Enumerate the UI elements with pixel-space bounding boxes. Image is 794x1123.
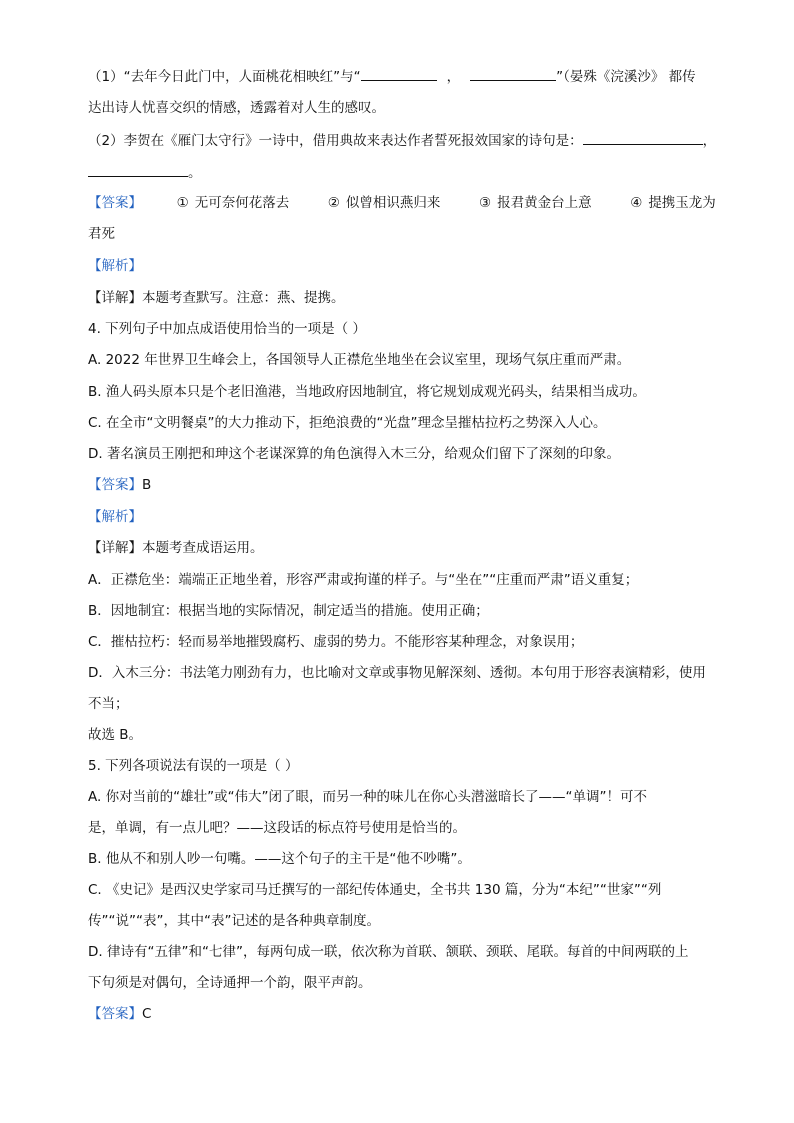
q4-stem: 4. 下列句子中加点成语使用恰当的一项是（ ） bbox=[88, 321, 366, 337]
detail-text: 本题考查成语运用。 bbox=[142, 540, 264, 556]
q5-line: D. 律诗有“五律”和“七律”，每两句成一联，依次称为首联、颔联、颈联、尾联。每首的中间两联的上 bbox=[88, 944, 689, 960]
q3-part1-sep: ， bbox=[446, 69, 461, 85]
q4-explanation-a: A．正襟危坐：端端正正地坐着，形容严肃或拘谨的样子。与“坐在”“庄重而严肃”语义重复； bbox=[88, 572, 639, 588]
answer-text: 似曾相识燕归来 bbox=[345, 195, 441, 211]
q4-conclusion: 故选 B。 bbox=[88, 727, 143, 743]
answer-item bbox=[479, 195, 592, 211]
q4-explanation-c: C．摧枯拉朽：轻而易举地摧毁腐朽、虚弱的势力。不能形容某种理念，对象误用； bbox=[88, 634, 584, 650]
circled-number: ① bbox=[176, 195, 189, 211]
q4-option-a: A. 2022 年世界卫生峰会上，各国领导人正襟危坐地坐在会议室里，现场气氛庄重而严肃。 bbox=[88, 352, 631, 368]
fill-blank-2[interactable] bbox=[470, 66, 556, 81]
q4-explanation-b: B．因地制宜：根据当地的实际情况，制定适当的措施。使用正确； bbox=[88, 603, 489, 619]
q3-part2-line2 bbox=[88, 162, 202, 183]
answer-item bbox=[630, 195, 716, 211]
answer-text: 提携玉龙为 bbox=[648, 195, 716, 211]
q3-part1-line2: 达出诗人忧喜交织的情感，透露着对人生的感叹。 bbox=[88, 100, 385, 116]
answer-value: C bbox=[142, 1006, 152, 1022]
q4-detail-line bbox=[88, 538, 264, 558]
q3-part1-text-a: （1）“去年今日此门中，人面桃花相映红”与“ bbox=[88, 69, 361, 85]
q5-line: B. 他从不和别人吵一句嘴。——这个句子的主干是“他不吵嘴”。 bbox=[88, 851, 471, 867]
analysis-tag: 【解析】 bbox=[88, 509, 142, 525]
circled-number: ② bbox=[327, 195, 340, 211]
q3-answer-cont: 君死 bbox=[88, 226, 115, 242]
detail-tag: 【详解】 bbox=[88, 540, 142, 556]
fill-blank-3[interactable] bbox=[583, 130, 703, 145]
q3-part2-end: 。 bbox=[188, 165, 202, 181]
q5-stem: 5. 下列各项说法有误的一项是（ ） bbox=[88, 758, 299, 774]
q3-part2-line1 bbox=[88, 130, 716, 151]
q4-explanation-d: D．入木三分：书法笔力刚劲有力，也比喻对文章或事物见解深刻、透彻。本句用于形容表演精彩，使用 bbox=[88, 665, 706, 681]
answer-value: B bbox=[142, 477, 152, 493]
q3-answer-line bbox=[88, 193, 716, 213]
detail-tag: 【详解】 bbox=[88, 290, 142, 306]
circled-number: ④ bbox=[630, 195, 643, 211]
q3-part2-comma: ， bbox=[702, 133, 717, 149]
q5-line: 是，单调，有一点儿吧？——这段话的标点符号使用是恰当的。 bbox=[88, 820, 466, 836]
answer-item bbox=[177, 195, 290, 211]
detail-text: 本题考查默写。注意：燕、提携。 bbox=[142, 290, 345, 306]
q4-option-d: D. 著名演员王刚把和珅这个老谋深算的角色演得入木三分，给观众们留下了深刻的印象。 bbox=[88, 446, 620, 462]
q5-line: A. 你对当前的“雄壮”或“伟大”闭了眼，而另一种的味儿在你心头潜滋暗长了——“单调”！可不 bbox=[88, 789, 648, 805]
answer-tag: 【答案】 bbox=[88, 195, 142, 211]
circled-number: ③ bbox=[479, 195, 492, 211]
q4-answer-line bbox=[88, 475, 151, 495]
fill-blank-1[interactable] bbox=[361, 66, 437, 81]
q5-answer-line bbox=[88, 1004, 151, 1024]
q3-part2-text: （2）李贺在《雁门太守行》一诗中，借用典故来表达作者誓死报效国家的诗句是： bbox=[88, 133, 583, 149]
analysis-tag: 【解析】 bbox=[88, 258, 142, 274]
q4-option-b: B. 渔人码头原本只是个老旧渔港，当地政府因地制宜，将它规划成观光码头，结果相当成功。 bbox=[88, 384, 646, 400]
q4-explanation-d-cont: 不当； bbox=[88, 696, 129, 712]
q5-line: 下句须是对偶句，全诗通押一个韵，限平声韵。 bbox=[88, 975, 372, 991]
fill-blank-4[interactable] bbox=[88, 162, 188, 177]
answer-text: 无可奈何花落去 bbox=[194, 195, 290, 211]
q3-part1-text-b: ”（晏殊《浣溪沙》 都传 bbox=[556, 69, 696, 85]
q3-part1-line1 bbox=[88, 66, 696, 87]
q4-option-c: C. 在全市“文明餐桌”的大力推动下，拒绝浪费的“光盘”理念呈摧枯拉朽之势深入人心。 bbox=[88, 415, 607, 431]
answer-item bbox=[328, 195, 441, 211]
answer-tag: 【答案】 bbox=[88, 477, 142, 493]
answer-text: 报君黄金台上意 bbox=[497, 195, 592, 211]
q3-detail-line bbox=[88, 288, 345, 308]
q5-line: 传”“说”“表”，其中“表”记述的是各种典章制度。 bbox=[88, 913, 380, 929]
answer-tag: 【答案】 bbox=[88, 1006, 142, 1022]
q5-line: C. 《史记》是西汉史学家司马迁撰写的一部纪传体通史，全书共 130 篇，分为“本纪”“世家”“列 bbox=[88, 882, 662, 898]
